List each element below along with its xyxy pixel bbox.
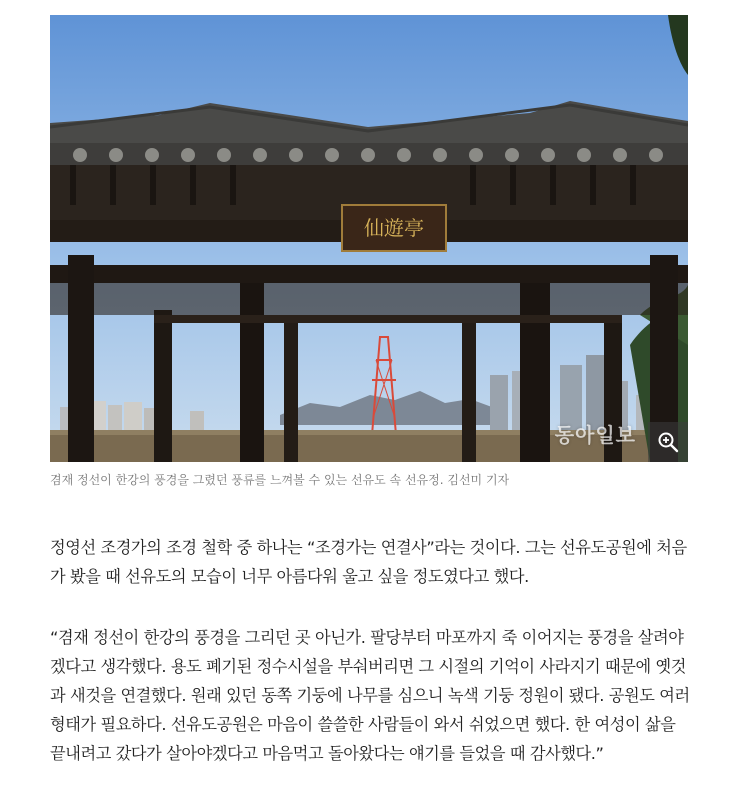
article-paragraph: “겸재 정선이 한강의 풍경을 그리던 곳 아닌가. 팔당부터 마포까지 죽 이어지는 풍경을 살려야겠다고 생각했다. 용도 폐기된 정수시설을 부숴버리면 그 시절의 기억이 사라지기 때문에 옛것과 새것을 연결했다. 원래 있던 동쪽 기둥에 나무를 심으니 녹색 기둥 정원이 됐다. 공원도 여러 형태가 필요하다. 선유도공원은 마음이 쓸쓸한 사람들이 와서 쉬었으면 했다. 한 여성이 삶을 끝내려고 갔다가 살아야겠다고 마음먹고 돌아왔다는 얘기를 들었을 때 감사했다.” (50, 628, 690, 763)
zoom-in-icon (657, 431, 679, 453)
pavilion-photo-illustration (50, 15, 688, 462)
photo-caption: 겸재 정선이 한강의 풍경을 그렸던 풍류를 느껴볼 수 있는 선유도 속 선유정. 김선미 기자 (50, 473, 510, 487)
article-photo[interactable] (50, 15, 688, 462)
news-watermark: 동아일보 (554, 423, 636, 447)
article-paragraph: 정영선 조경가의 조경 철학 중 하나는 “조경가는 연결사”라는 것이다. 그는 선유도공원에 처음 가 봤을 때 선유도의 모습이 너무 아름다워 울고 싶을 정도였다고 했다. (50, 538, 687, 586)
zoom-in-button[interactable] (648, 422, 688, 462)
pavilion-signboard: 仙遊亭 (364, 216, 424, 240)
